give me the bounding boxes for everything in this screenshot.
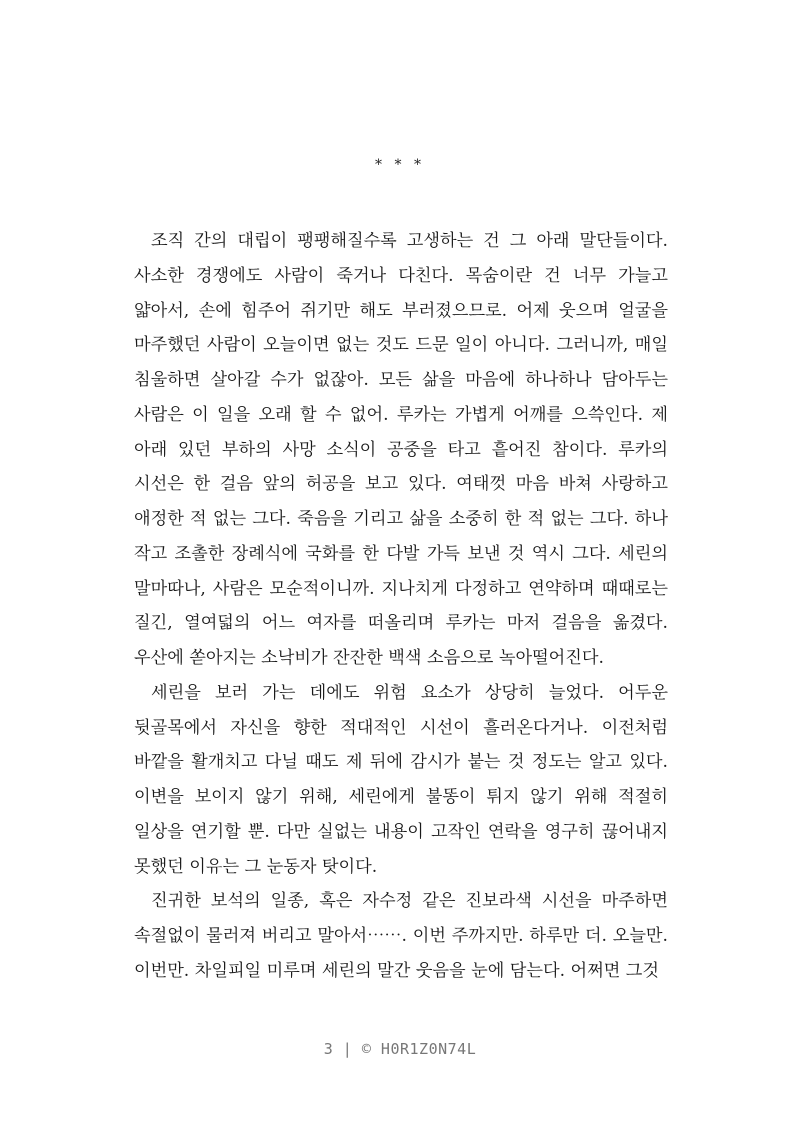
paragraph: 세린을 보러 가는 데에도 위험 요소가 상당히 늘었다. 어두운 뒷골목에서 자신을 향한 적대적인 시선이 흘러온다거나. 이전처럼 바깥을 활개치고 다닐 때도 제 뒤에 감시가 붙는 것 정도는 알고 있다. 이변을 보이지 않기 위해, 세린에게 불똥이 튀지 않기 위해 적절히 일상을 연기할 뿐. 다만 실없는 내용이 고작인 연락을 영구히 끊어내지 못했던 이유는 그 눈동자 탓이다. (134, 682, 668, 877)
section-separator: * * * (375, 157, 425, 173)
paragraph: 진귀한 보석의 일종, 혹은 자수정 같은 진보라색 시선을 마주하면 속절없이 물러져 버리고 말아서⋯⋯. 이번 주까지만. 하루만 더. 오늘만. 이번만. 차일피일 미루며 세린의 말간 웃음을 눈에 담는다. 어쩌면 그것 (134, 891, 668, 981)
paragraph: 조직 간의 대립이 팽팽해질수록 고생하는 건 그 아래 말단들이다. 사소한 경쟁에도 사람이 죽거나 다친다. 목숨이란 건 너무 가늘고 얇아서, 손에 힘주어 쥐기만 해도 부러졌으므로. 어제 웃으며 얼굴을 마주했던 사람이 오늘이면 없는 것도 드문 일이 아니다. 그러니까, 매일 침울하면 살아갈 수가 없잖아. 모든 삶을 마음에 하나하나 담아두는 사람은 이 일을 오래 할 수 없어. 루카는 가볍게 어깨를 으쓱인다. 제 아래 있던 부하의 사망 소식이 공중을 타고 흩어진 참이다. 루카의 시선은 한 걸음 앞의 허공을 보고 있다. 여태껏 마음 바쳐 사랑하고 애정한 적 없는 그다. 죽음을 기리고 삶을 소중히 한 적 없는 그다. 하나 작고 조촐한 장례식에 국화를 한 다발 가득 보낸 것 역시 그다. 세린의 말마따나, 사람은 모순적이니까. 지나치게 다정하고 연약하며 때때로는 질긴, 열여덟의 어느 여자를 떠올리며 루카는 마저 걸음을 옮겼다. 우산에 쏟아지는 소낙비가 잔잔한 백색 소음으로 녹아떨어진다. (134, 231, 668, 668)
body-text (134, 224, 668, 989)
page-footer: 3 | © H0R1Z0N74L (323, 1040, 477, 1058)
